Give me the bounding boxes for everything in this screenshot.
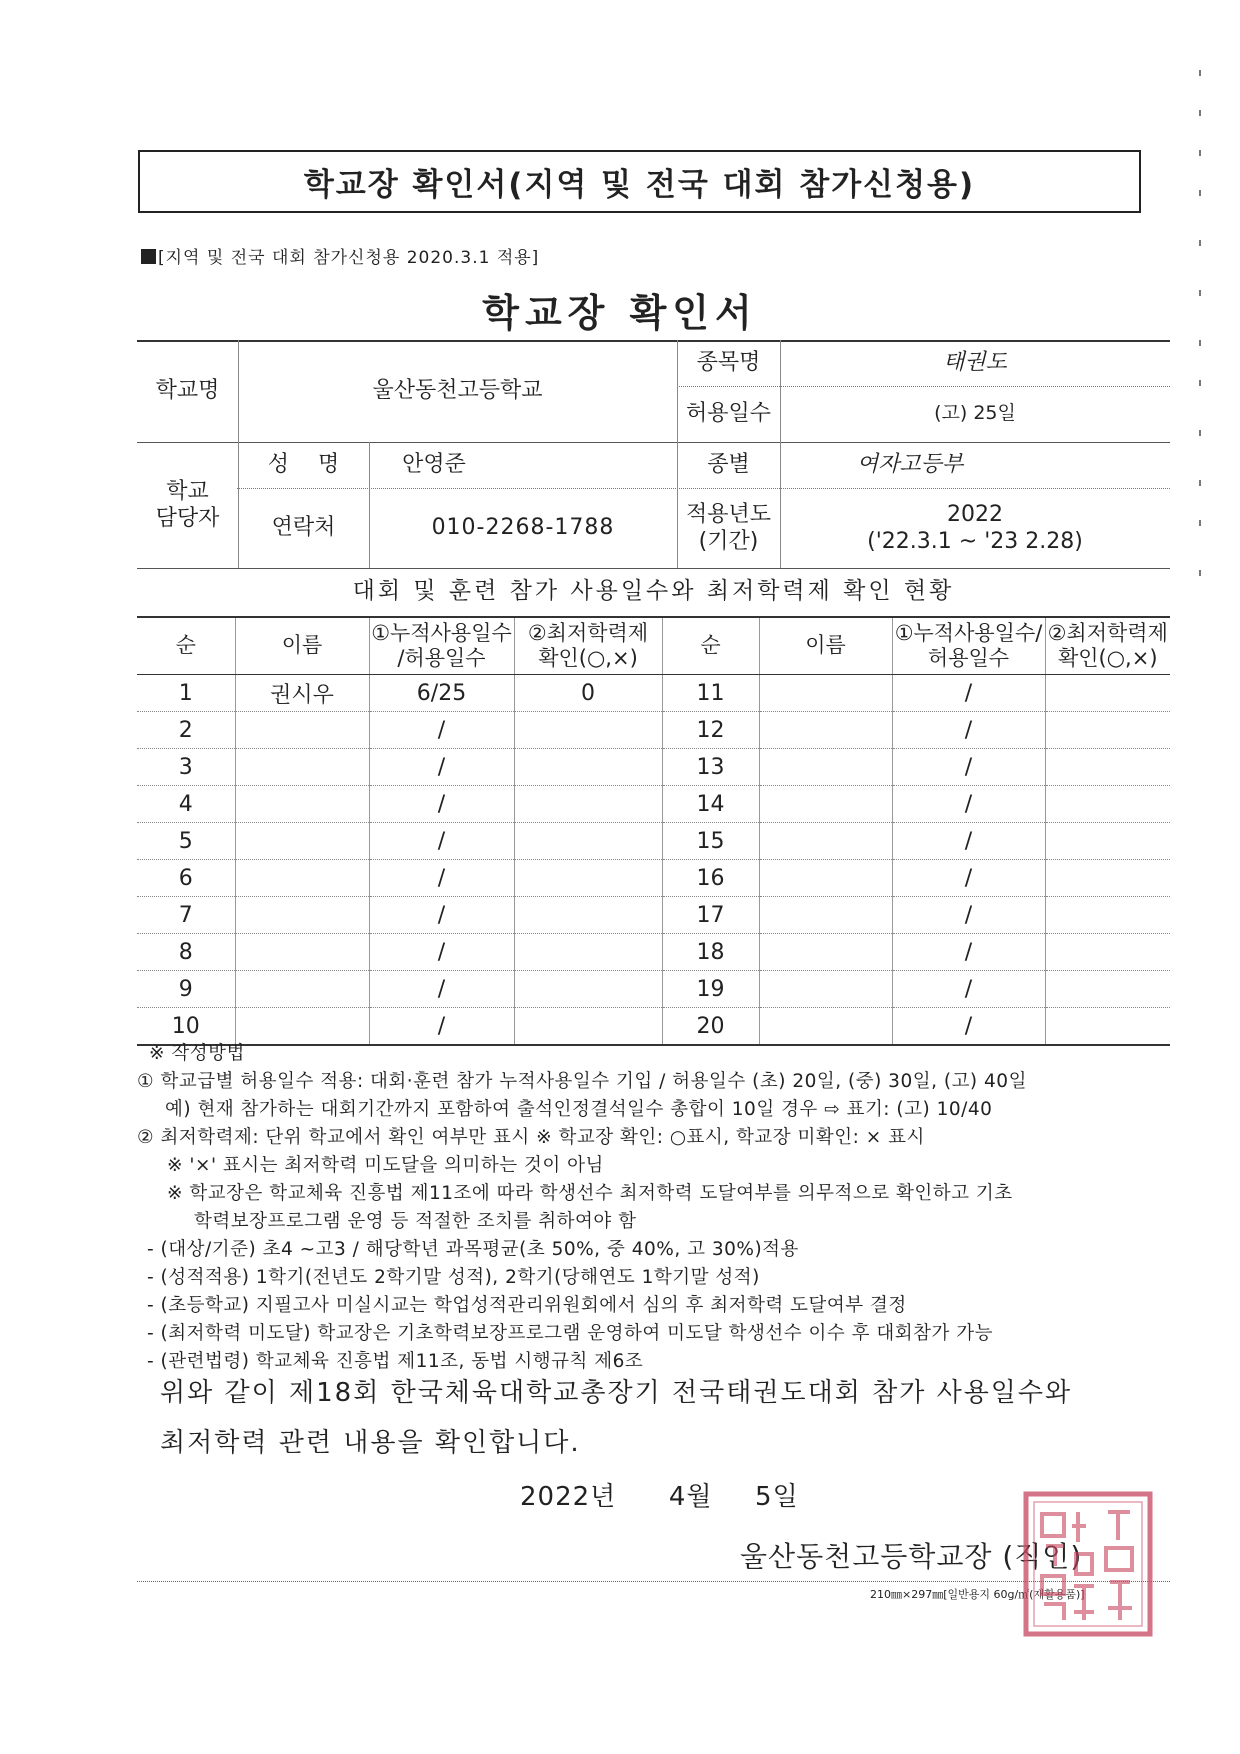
school-label: 학교명 <box>155 378 220 404</box>
cell-days: / <box>369 786 514 823</box>
cell-name <box>235 823 369 860</box>
method-line: - (대상/기준) 초4 ~고3 / 해당학년 과목평균(초 50%, 중 40%, 고 30%)적용 <box>147 1239 799 1260</box>
cell-check <box>514 971 662 1008</box>
date-day: 5일 <box>755 1482 799 1512</box>
col-header-name: 이름 <box>235 617 369 675</box>
contact-label: 연락처 <box>271 515 336 541</box>
table-row <box>137 786 1170 823</box>
cell-no: 4 <box>137 786 235 823</box>
category-value: 여자고등부 <box>856 452 964 478</box>
cell-check2 <box>1045 823 1170 860</box>
method-line: ※ '×' 표시는 최저학력 미도달을 의미하는 것이 아님 <box>167 1155 604 1176</box>
cell-name2 <box>759 786 892 823</box>
date-year: 2022년 <box>520 1482 617 1512</box>
scan-edge-marks <box>1198 0 1202 1754</box>
method-line: - (최저학력 미도달) 학교장은 기초학력보장프로그램 운영하여 미도달 학생선수 이수 후 대회참가 가능 <box>147 1323 994 1344</box>
cell-check <box>514 823 662 860</box>
confirmation-line1: 위와 같이 제18회 한국체육대학교총장기 전국태권도대회 참가 사용일수와 <box>160 1378 1073 1408</box>
cell-days2: / <box>892 860 1045 897</box>
period-range: ('22.3.1 ~ '23 2.28) <box>867 529 1083 554</box>
cell-days: / <box>369 749 514 786</box>
name-value: 안영준 <box>402 452 466 478</box>
col-header-name2: 이름 <box>759 617 892 675</box>
cell-check2 <box>1045 712 1170 749</box>
table-row <box>137 971 1170 1008</box>
method-line: 학력보장프로그램 운영 등 적절한 조치를 취하여야 함 <box>194 1211 637 1232</box>
cell-days2: / <box>892 1008 1045 1046</box>
method-line: - (성적적용) 1학기(전년도 2학기말 성적), 2학기(당해연도 1학기말 성적) <box>147 1267 760 1288</box>
name-label: 성 명 <box>267 452 340 478</box>
cell-name <box>235 897 369 934</box>
table-row <box>137 823 1170 860</box>
writing-method <box>137 1040 1177 1376</box>
col-header-check-line2: 확인(○,×) <box>538 646 638 670</box>
cell-days: / <box>369 897 514 934</box>
cell-days: / <box>369 823 514 860</box>
cell-check2 <box>1045 971 1170 1008</box>
notice-text: [지역 및 전국 대회 참가신청용 2020.3.1 적용] <box>158 248 540 268</box>
confirmation-line2: 최저학력 관련 내용을 확인합니다. <box>160 1428 581 1458</box>
cell-name2 <box>759 749 892 786</box>
allowed-days-value: (고) 25일 <box>934 402 1016 425</box>
cell-no2: 19 <box>662 971 759 1008</box>
cell-name <box>235 712 369 749</box>
official-seal-stamp <box>1022 1490 1154 1638</box>
table-body <box>137 675 1170 1046</box>
cell-check2 <box>1045 749 1170 786</box>
period-year: 2022 <box>947 501 1003 527</box>
staff-label-line2: 담당자 <box>155 506 220 531</box>
cell-no2: 14 <box>662 786 759 823</box>
cell-no2: 13 <box>662 749 759 786</box>
cell-no: 3 <box>137 749 235 786</box>
sport-label: 종목명 <box>696 350 761 376</box>
col-header-check2-line2: 확인(○,×) <box>1057 646 1158 670</box>
col-header-check <box>514 617 662 675</box>
cell-check <box>514 786 662 823</box>
cell-no2: 16 <box>662 860 759 897</box>
cell-check2 <box>1045 934 1170 971</box>
col-header-days <box>369 617 514 675</box>
square-bullet-icon <box>141 249 156 264</box>
cell-no: 5 <box>137 823 235 860</box>
section-title: 대회 및 훈련 참가 사용일수와 최저학력제 확인 현황 <box>352 578 955 604</box>
staff-label <box>137 442 238 568</box>
cell-no: 6 <box>137 860 235 897</box>
cell-no2: 11 <box>662 675 759 712</box>
col-header-check2 <box>1045 617 1170 675</box>
cell-check <box>514 897 662 934</box>
sport-value: 태권도 <box>943 350 1007 376</box>
cell-name: 권시우 <box>235 675 369 712</box>
cell-no2: 15 <box>662 823 759 860</box>
cell-no: 7 <box>137 897 235 934</box>
cell-days: / <box>369 712 514 749</box>
school-value: 울산동천고등학교 <box>372 378 543 404</box>
cell-days2: / <box>892 823 1045 860</box>
cell-name <box>235 786 369 823</box>
staff-label-line1: 학교 <box>166 478 209 504</box>
method-line: - (관련법령) 학교체육 진흥법 제11조, 동법 시행규칙 제6조 <box>147 1351 644 1372</box>
cell-no: 1 <box>137 675 235 712</box>
table-row <box>137 712 1170 749</box>
category-label: 종별 <box>707 452 750 478</box>
cell-name2 <box>759 860 892 897</box>
cell-name2 <box>759 712 892 749</box>
period-label <box>677 488 780 568</box>
cell-check <box>514 934 662 971</box>
period-value <box>780 488 1170 568</box>
col-header-days-line1: ①누적사용일수 <box>371 620 512 645</box>
cell-name2 <box>759 675 892 712</box>
cell-check2 <box>1045 897 1170 934</box>
cell-no2: 20 <box>662 1008 759 1046</box>
issue-date <box>520 1476 799 1513</box>
method-line: 예) 현재 참가하는 대회기간까지 포함하여 출석인정결석일수 총합이 10일 경우 ⇨ 표기: (고) 10/40 <box>165 1099 993 1120</box>
contact-value: 010-2268-1788 <box>431 515 615 541</box>
cell-name <box>235 971 369 1008</box>
col-header-check2-line1: ②최저학력제 <box>1047 620 1168 645</box>
period-label-line1: 적용년도 <box>685 501 771 527</box>
cell-no: 10 <box>137 1008 235 1046</box>
col-header-no: 순 <box>137 617 235 675</box>
cell-days: / <box>369 971 514 1008</box>
col-header-days2-line2: 허용일수 <box>927 646 1010 670</box>
paper-spec-note: 210㎜×297㎜[일반용지 60g/㎡(재활용품)] <box>870 1588 1085 1601</box>
method-line: - (초등학교) 지필고사 미실시교는 학업성적관리위원회에서 심의 후 최저학력 도달여부 결정 <box>147 1295 907 1316</box>
cell-name <box>235 934 369 971</box>
cell-days2: / <box>892 675 1045 712</box>
cell-check2 <box>1045 675 1170 712</box>
method-title: ※ 작성방법 <box>149 1043 245 1064</box>
table-row <box>137 934 1170 971</box>
col-header-days2-line1: ①누적사용일수/ <box>894 620 1043 645</box>
col-header-days-line2: /허용일수 <box>397 646 486 670</box>
cell-days2: / <box>892 971 1045 1008</box>
principal-signature: 울산동천고등학교장 (직인) <box>740 1540 1083 1573</box>
method-line: ※ 학교장은 학교체육 진흥법 제11조에 따라 학생선수 최저학력 도달여부를 의무적으로 확인하고 기초 <box>167 1183 1013 1204</box>
method-line: ① 학교급별 허용일수 적용: 대회·훈련 참가 누적사용일수 기입 / 허용일수 (초) 20일, (중) 30일, (고) 40일 <box>137 1071 1027 1092</box>
table-row <box>137 749 1170 786</box>
method-line: ② 최저학력제: 단위 학교에서 확인 여부만 표시 ※ 학교장 확인: ○표시, 학교장 미확인: × 표시 <box>137 1127 925 1148</box>
cell-name2 <box>759 897 892 934</box>
cell-name2 <box>759 934 892 971</box>
table-row <box>137 860 1170 897</box>
table-row <box>137 675 1170 712</box>
cell-check <box>514 860 662 897</box>
notice-line <box>141 243 539 268</box>
cell-no: 8 <box>137 934 235 971</box>
cell-no: 2 <box>137 712 235 749</box>
cell-no: 9 <box>137 971 235 1008</box>
cell-no2: 17 <box>662 897 759 934</box>
cell-check2 <box>1045 860 1170 897</box>
date-month: 4월 <box>668 1482 713 1512</box>
cell-check <box>514 712 662 749</box>
confirmation-statement <box>160 1368 1160 1468</box>
table-row <box>137 897 1170 934</box>
cell-no2: 12 <box>662 712 759 749</box>
cell-days2: / <box>892 786 1045 823</box>
period-label-line2: (기간) <box>698 529 759 554</box>
cell-days2: / <box>892 897 1045 934</box>
footer-divider <box>137 1581 1170 1582</box>
col-header-no2: 순 <box>662 617 759 675</box>
divider <box>137 568 1170 569</box>
cell-days2: / <box>892 749 1045 786</box>
cell-no2: 18 <box>662 934 759 971</box>
cell-name <box>235 749 369 786</box>
cell-days: / <box>369 1008 514 1046</box>
allowed-days-label: 허용일수 <box>685 401 771 427</box>
cell-days: / <box>369 860 514 897</box>
document-title: 학교장 확인서 <box>482 291 758 335</box>
cell-days2: / <box>892 934 1045 971</box>
table-header-row <box>137 617 1170 675</box>
status-table <box>137 616 1170 1046</box>
cell-name2 <box>759 823 892 860</box>
cell-name <box>235 860 369 897</box>
cell-check <box>514 749 662 786</box>
cell-days2: / <box>892 712 1045 749</box>
form-title-box: 학교장 확인서(지역 및 전국 대회 참가신청용) <box>138 150 1141 213</box>
cell-check2 <box>1045 786 1170 823</box>
col-header-days2 <box>892 617 1045 675</box>
cell-name2 <box>759 971 892 1008</box>
cell-days: / <box>369 934 514 971</box>
cell-days: 6/25 <box>369 675 514 712</box>
col-header-check-line1: ②최저학력제 <box>527 620 649 645</box>
cell-check: 0 <box>514 675 662 712</box>
